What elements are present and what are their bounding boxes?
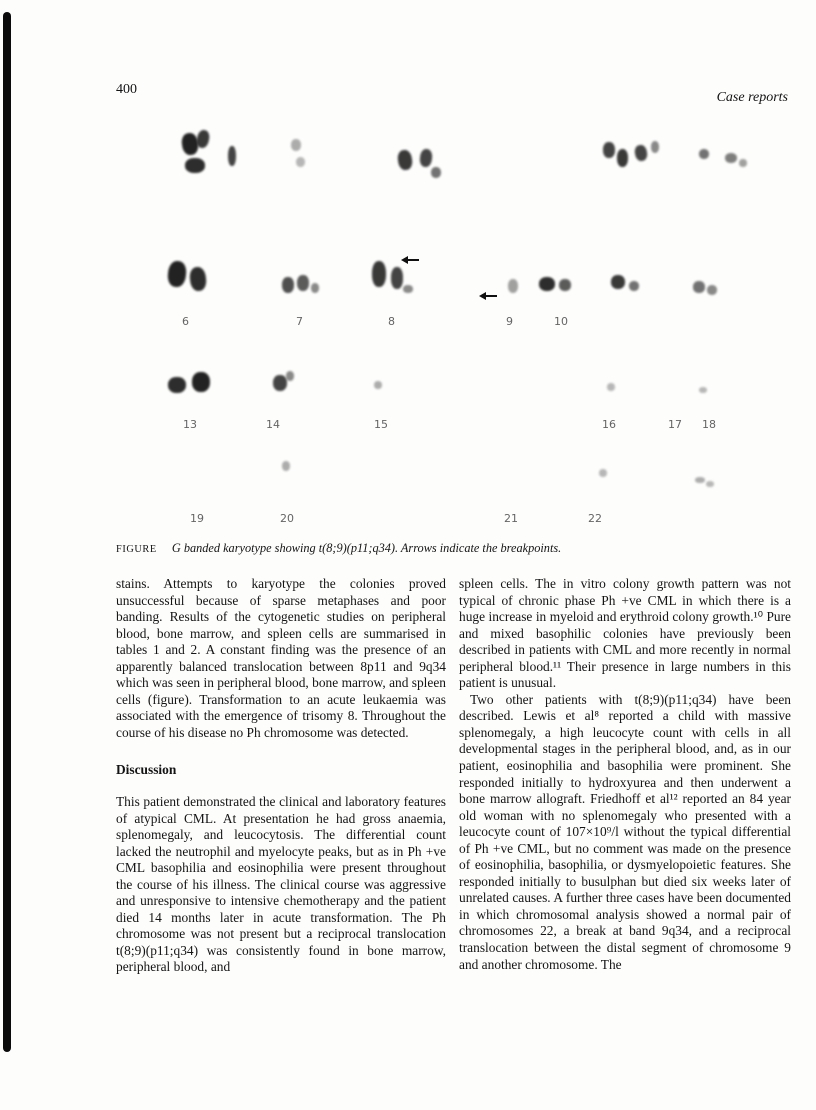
chromosome-blob	[508, 279, 518, 293]
chromosome-blob	[168, 377, 186, 393]
right-text-column	[459, 576, 791, 973]
chromosome-number-label: 9	[506, 315, 513, 328]
chromosome-blob	[419, 148, 433, 167]
chromosome-blob	[607, 383, 615, 391]
body-paragraph: stains. Attempts to karyotype the colonies proved unsuccessful because of sparse metaphases and poor banding. Results of the cytogenetic studies on peripheral blood, bone marrow, and spleen cells are summarised in tables 1 and 2. A constant finding was the presence of an apparently balanced translocation between 8p11 and 9q34 which was seen in peripheral blood, bone marrow, and spleen cells (figure). Transformation to an acute leukaemia was associated with the emergence of trisomy 8. Throughout the course of his disease no Ph chromosome was detected.	[116, 576, 446, 740]
chromosome-blob	[699, 149, 709, 159]
chromosome-blob	[195, 129, 210, 149]
chromosome-blob	[391, 267, 403, 289]
body-paragraph: Two other patients with t(8;9)(p11;q34) have been described. Lewis et al⁸ reported a child with massive splenomegaly, a high leucocyte count with cells in all developmental stages in the peripheral blood, and, as in our patient, eosinophilia and basophilia were prominent. She responded initially to hydroxyurea and then underwent a bone marrow allograft. Friedhoff et al¹² reported an 84 year old woman with no splenomegaly who presented with a leucocyte count of 107×10⁹/l without the typical differential of Ph +ve CML, but no comment was made on the presence of eosinophilia, basophilia, or dysmyelopoietic features. She responded initially to busulphan but died six weeks later of unrelated causes. A further three cases have been documented in which chromosomal analysis showed a normal pair of chromosomes 22, a break at band 9q34, and a reciprocal translocation between the distal segment of chromosome 9 and another chromosome. The	[459, 691, 791, 972]
chromosome-blob	[372, 261, 386, 287]
chromosome-blob	[403, 285, 413, 293]
chromosome-blob	[603, 142, 615, 158]
chromosome-number-label: 18	[702, 418, 716, 431]
chromosome-number-label: 19	[190, 512, 204, 525]
chromosome-blob	[707, 285, 717, 295]
chromosome-blob	[397, 149, 414, 171]
chromosome-blob	[599, 469, 607, 477]
figure-caption-label: FIGURE	[116, 544, 157, 555]
chromosome-blob	[634, 144, 649, 162]
running-head: Case reports	[716, 90, 788, 105]
chromosome-blob	[192, 372, 210, 392]
chromosome-blob	[706, 481, 714, 487]
chromosome-blob	[311, 283, 319, 293]
chromosome-blob	[725, 153, 737, 163]
chromosome-blob	[431, 167, 441, 178]
chromosome-blob	[296, 157, 305, 167]
chromosome-blob	[559, 279, 571, 291]
chromosome-blob	[273, 375, 287, 391]
body-paragraph: spleen cells. The in vitro colony growth pattern was not typical of chronic phase Ph +ve CML in which there is a huge increase in myeloid and erythroid colony growth.¹⁰ Pure and mixed basophilic colonies have previously been described in patients with CML and more recently in normal peripheral blood.¹¹ Their presence in large numbers in this patient is unusual.	[459, 576, 791, 691]
chromosome-number-label: 22	[588, 512, 602, 525]
chromosome-blob	[167, 260, 188, 288]
chromosome-blob	[282, 277, 294, 293]
section-heading: Discussion	[116, 762, 177, 778]
chromosome-number-label: 7	[296, 315, 303, 328]
chromosome-number-label: 15	[374, 418, 388, 431]
left-text-column	[116, 576, 446, 976]
chromosome-blob	[617, 149, 628, 167]
chromosome-blob	[611, 275, 625, 289]
chromosome-number-label: 14	[266, 418, 280, 431]
body-paragraph: This patient demonstrated the clinical and laboratory features of atypical CML. At presentation he had gross anaemia, splenomegaly, and leucocytosis. The differential count lacked the neutrophil and myelocyte peaks, but as in Ph +ve CML basophilia and eosinophilia were present throughout the course of his illness. The clinical course was aggressive and unresponsive to intensive chemotherapy and the patient died 14 months later in acute transformation. The Ph chromosome was not present but a reciprocal translocation t(8;9)(p11;q34) was consistently found in bone marrow, peripheral blood, and	[116, 794, 446, 975]
chromosome-number-label: 21	[504, 512, 518, 525]
page-number: 400	[116, 82, 137, 97]
chromosome-blob	[651, 141, 659, 153]
chromosome-blob	[228, 146, 236, 166]
chromosome-number-label: 10	[554, 315, 568, 328]
chromosome-number-label: 6	[182, 315, 189, 328]
chromosome-number-label: 13	[183, 418, 197, 431]
chromosome-blob	[185, 158, 205, 173]
breakpoint-arrow-icon	[404, 259, 419, 261]
chromosome-number-label: 17	[668, 418, 682, 431]
chromosome-blob	[189, 266, 207, 292]
chromosome-number-label: 8	[388, 315, 395, 328]
chromosome-blob	[693, 281, 705, 293]
chromosome-number-label: 16	[602, 418, 616, 431]
chromosome-blob	[291, 139, 301, 151]
chromosome-blob	[699, 387, 707, 393]
chromosome-blob	[739, 159, 747, 167]
chromosome-number-label: 20	[280, 512, 294, 525]
chromosome-blob	[297, 275, 309, 291]
figure-caption	[116, 541, 756, 556]
chromosome-blob	[695, 477, 705, 483]
chromosome-blob	[539, 277, 555, 291]
chromosome-blob	[629, 281, 639, 291]
breakpoint-arrow-icon	[482, 295, 497, 297]
chromosome-blob	[282, 461, 290, 471]
chromosome-blob	[286, 371, 294, 381]
chromosome-blob	[374, 381, 382, 389]
figure-caption-text: G banded karyotype showing t(8;9)(p11;q34). Arrows indicate the breakpoints.	[171, 541, 562, 555]
